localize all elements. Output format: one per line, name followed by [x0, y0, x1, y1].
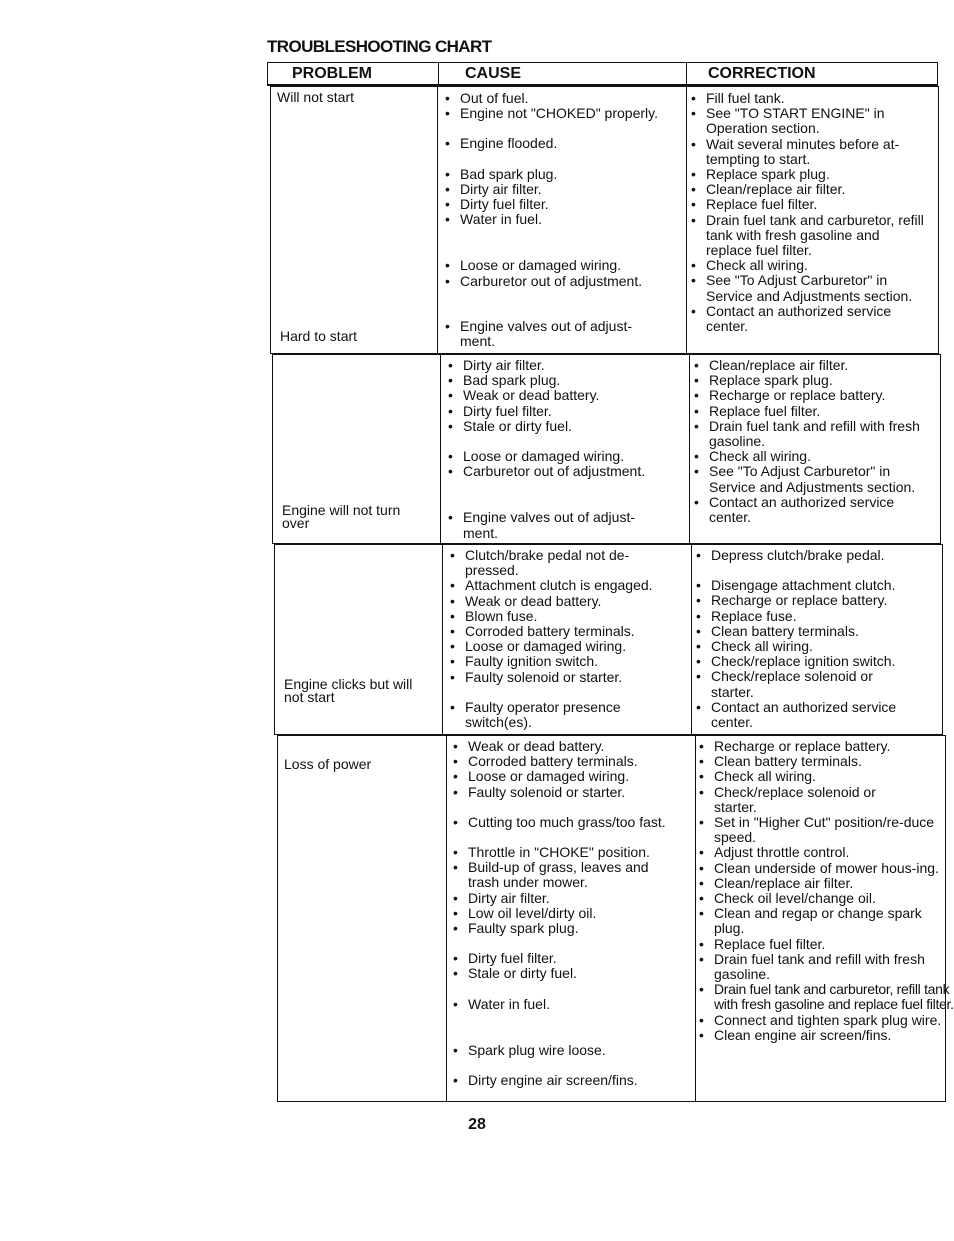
list-item: • Clean/replace air filter.: [697, 876, 929, 891]
list-item: • Check all wiring.: [697, 769, 929, 784]
list-item: • Faulty solenoid or starter.: [451, 785, 695, 800]
header-problem: PROBLEM: [267, 62, 439, 86]
list-item: • Out of fuel.: [443, 91, 687, 106]
list-item: • Clutch/brake pedal not de-pressed.: [448, 548, 650, 578]
list-item: • Carburetor out of adjustment.: [443, 274, 687, 289]
list-item: • Water in fuel.: [451, 997, 695, 1012]
column-divider: [695, 735, 696, 1102]
list-item: • Bad spark plug.: [446, 373, 690, 388]
list-item: • Stale or dirty fuel.: [451, 966, 695, 981]
cause-list-4: [451, 739, 695, 1088]
list-item: • Recharge or replace battery.: [697, 739, 929, 754]
list-item: • Dirty engine air screen/fins.: [451, 1073, 695, 1088]
list-item: • Faulty operator presence switch(es).: [448, 700, 645, 730]
list-item: • Replace fuel filter.: [689, 197, 921, 212]
column-divider: [442, 544, 443, 735]
column-divider: [440, 354, 441, 544]
list-item: • Weak or dead battery.: [451, 739, 695, 754]
list-item: • Fill fuel tank.: [689, 91, 921, 106]
list-item: • Check all wiring.: [689, 258, 921, 273]
list-item: • Engine valves out of adjust-ment.: [446, 510, 643, 540]
correction-list-3: [694, 548, 926, 730]
list-item: • Drain fuel tank and refill with fresh gasoline.: [692, 419, 924, 449]
list-item: • Cutting too much grass/too fast.: [451, 815, 695, 830]
list-item: • Replace fuse.: [694, 609, 926, 624]
list-item: • Carburetor out of adjustment.: [446, 464, 690, 479]
list-item: • Engine not "CHOKED" properly.: [443, 106, 687, 121]
list-item: • Clean battery terminals.: [697, 754, 929, 769]
list-item: • See "TO START ENGINE" in Operation section.: [689, 106, 911, 136]
list-item: • Loose or damaged wiring.: [448, 639, 692, 654]
list-item: • Loose or damaged wiring.: [443, 258, 687, 273]
list-item: • Loose or damaged wiring.: [446, 449, 690, 464]
list-item: • Clean underside of mower hous-ing.: [697, 861, 954, 876]
list-item: • Replace fuel filter.: [692, 404, 924, 419]
column-divider: [446, 735, 447, 1102]
problem-loss-of-power: Loss of power: [284, 756, 372, 772]
cause-list-3: [448, 548, 692, 730]
list-item: • Drain fuel tank and carburetor, refill tank with fresh gasoline and replace fuel filter.: [697, 982, 954, 1012]
list-item: • Check oil level/change oil.: [697, 891, 929, 906]
list-item: • See "To Adjust Carburetor" in Service and Adjustments section.: [689, 273, 931, 303]
list-item: • Disengage attachment clutch.: [694, 578, 926, 593]
list-item: • Contact an authorized service center.: [694, 700, 933, 730]
list-item: • Connect and tighten spark plug wire.: [697, 1013, 944, 1028]
list-item: • Replace fuel filter.: [697, 937, 929, 952]
list-item: • Adjust throttle control.: [697, 845, 929, 860]
list-item: • Clean and regap or change spark plug.: [697, 906, 924, 936]
list-item: • Corroded battery terminals.: [451, 754, 695, 769]
list-item: • Drain fuel tank and carburetor, refill tank with fresh gasoline and replace fuel filter.: [689, 213, 928, 259]
cause-list-1: [443, 91, 687, 349]
list-item: • Check/replace ignition switch.: [694, 654, 926, 669]
list-item: • Dirty air filter.: [446, 358, 690, 373]
list-item: • Faulty ignition switch.: [448, 654, 692, 669]
list-item: • Drain fuel tank and refill with fresh gasoline.: [697, 952, 929, 982]
list-item: • Corroded battery terminals.: [448, 624, 692, 639]
page-number: 28: [468, 1116, 486, 1133]
list-item: • Contact an authorized service center.: [692, 495, 929, 525]
list-item: • Engine flooded.: [443, 136, 687, 151]
list-item: • Dirty air filter.: [451, 891, 695, 906]
problem-engine-will-not-turn-over: Engine will not turn over: [282, 502, 401, 531]
list-item: • Check/replace solenoid or starter.: [697, 785, 914, 815]
list-item: • Blown fuse.: [448, 609, 692, 624]
correction-list-4: [697, 738, 954, 1043]
list-item: • Build-up of grass, leaves and trash under mower.: [451, 860, 683, 890]
list-item: • Wait several minutes before at-tempting to start.: [689, 137, 921, 167]
list-item: • Low oil level/dirty oil.: [451, 906, 695, 921]
list-item: • See "To Adjust Carburetor" in Service and Adjustments section.: [692, 464, 934, 494]
list-item: • Spark plug wire loose.: [451, 1043, 695, 1058]
correction-list-1: [689, 90, 924, 335]
list-item: • Stale or dirty fuel.: [446, 419, 690, 434]
list-item: • Replace spark plug.: [692, 373, 924, 388]
cause-list-2: [446, 358, 690, 541]
list-item: • Throttle in "CHOKE" position.: [451, 845, 695, 860]
list-item: • Recharge or replace battery.: [694, 593, 926, 608]
list-item: • Clean/replace air filter.: [689, 182, 921, 197]
list-item: • Replace spark plug.: [689, 167, 921, 182]
list-item: • Weak or dead battery.: [446, 388, 690, 403]
list-item: • Engine valves out of adjust-ment.: [443, 319, 640, 349]
problem-engine-clicks-but-will-not-start: Engine clicks but will not start: [284, 676, 413, 705]
list-item: • Recharge or replace battery.: [692, 388, 924, 403]
header-correction: CORRECTION: [686, 62, 938, 86]
column-divider: [437, 86, 438, 354]
header-cause: CAUSE: [438, 62, 687, 86]
list-item: • Dirty fuel filter.: [451, 951, 695, 966]
list-item: • Dirty air filter.: [443, 182, 687, 197]
problem-will-not-start: Will not start: [277, 89, 355, 105]
list-item: • Check all wiring.: [692, 449, 924, 464]
list-item: • Clean/replace air filter.: [692, 358, 924, 373]
chart-title: TROUBLESHOOTING CHART: [267, 37, 492, 56]
list-item: • Faulty spark plug.: [451, 921, 695, 936]
list-item: • Weak or dead battery.: [448, 594, 692, 609]
list-item: • Clean engine air screen/fins.: [697, 1028, 929, 1043]
list-item: • Dirty fuel filter.: [446, 404, 690, 419]
list-item: • Bad spark plug.: [443, 167, 687, 182]
list-item: • Depress clutch/brake pedal.: [694, 548, 926, 563]
list-item: • Contact an authorized service center.: [689, 304, 926, 334]
list-item: • Clean battery terminals.: [694, 624, 926, 639]
list-item: • Faulty solenoid or starter.: [448, 670, 692, 685]
correction-list-2: [692, 358, 924, 525]
list-item: • Water in fuel.: [443, 212, 687, 227]
list-item: • Check all wiring.: [694, 639, 926, 654]
list-item: • Check/replace solenoid or starter.: [694, 669, 916, 699]
problem-hard-to-start: Hard to start: [280, 328, 358, 344]
list-item: • Attachment clutch is engaged.: [448, 578, 692, 593]
list-item: • Dirty fuel filter.: [443, 197, 687, 212]
list-item: • Loose or damaged wiring.: [451, 769, 695, 784]
list-item: • Set in "Higher Cut" position/re-duce speed.: [697, 815, 939, 845]
